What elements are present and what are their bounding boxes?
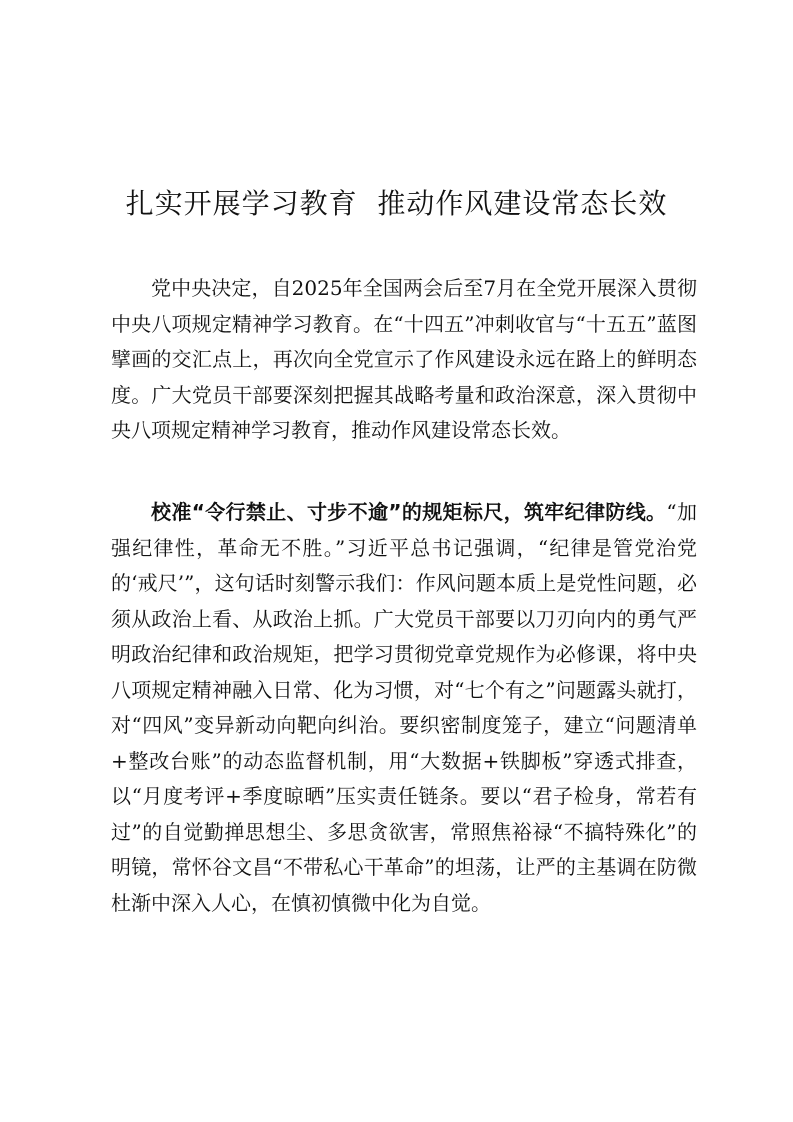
- document-title: 扎实开展学习教育 推动作风建设常态长效: [125, 187, 668, 220]
- paragraph-discipline: [111, 495, 697, 921]
- paragraph-body-text: “加强纪律性，革命无不胜。”习近平总书记强调，“纪律是管党治党的‘戒尺’”，这句话时刻警示我们：作风问题本质上是党性问题，必须从政治上看、从政治上抓。广大党员干部要以刀刃向内的勇气严明政治纪律和政治规矩，把学习贯彻党章党规作为必修课，将中央八项规定精神融入日常、化为习惯，对“七个有之”问题露头就打，对“四风”变异新动向靶向纠治。要织密制度笼子，建立“问题清单+整改台账”的动态监督机制，用“大数据+铁脚板”穿透式排查，以“月度考评+季度晾晒”压实责任链条。要以“君子检身，常若有过”的自觉勤掸思想尘、多思贪欲害，常照焦裕禄“不搞特殊化”的明镜，常怀谷文昌“不带私心干革命”的坦荡，让严的主基调在防微杜渐中深入人心，在慎初慎微中化为自觉。: [111, 500, 697, 915]
- paragraph-lead-sentence: 校准“令行禁止、寸步不逾”的规矩标尺，筑牢纪律防线。: [151, 500, 667, 524]
- paragraph-intro: 党中央决定，自2025年全国两会后至7月在全党开展深入贯彻中央八项规定精神学习教育。在“十四五”冲刺收官与“十五五”蓝图擘画的交汇点上，再次向全党宣示了作风建设永远在路上的鲜明态度。广大党员干部要深刻把握其战略考量和政治深意，深入贯彻中央八项规定精神学习教育，推动作风建设常态长效。: [111, 276, 697, 442]
